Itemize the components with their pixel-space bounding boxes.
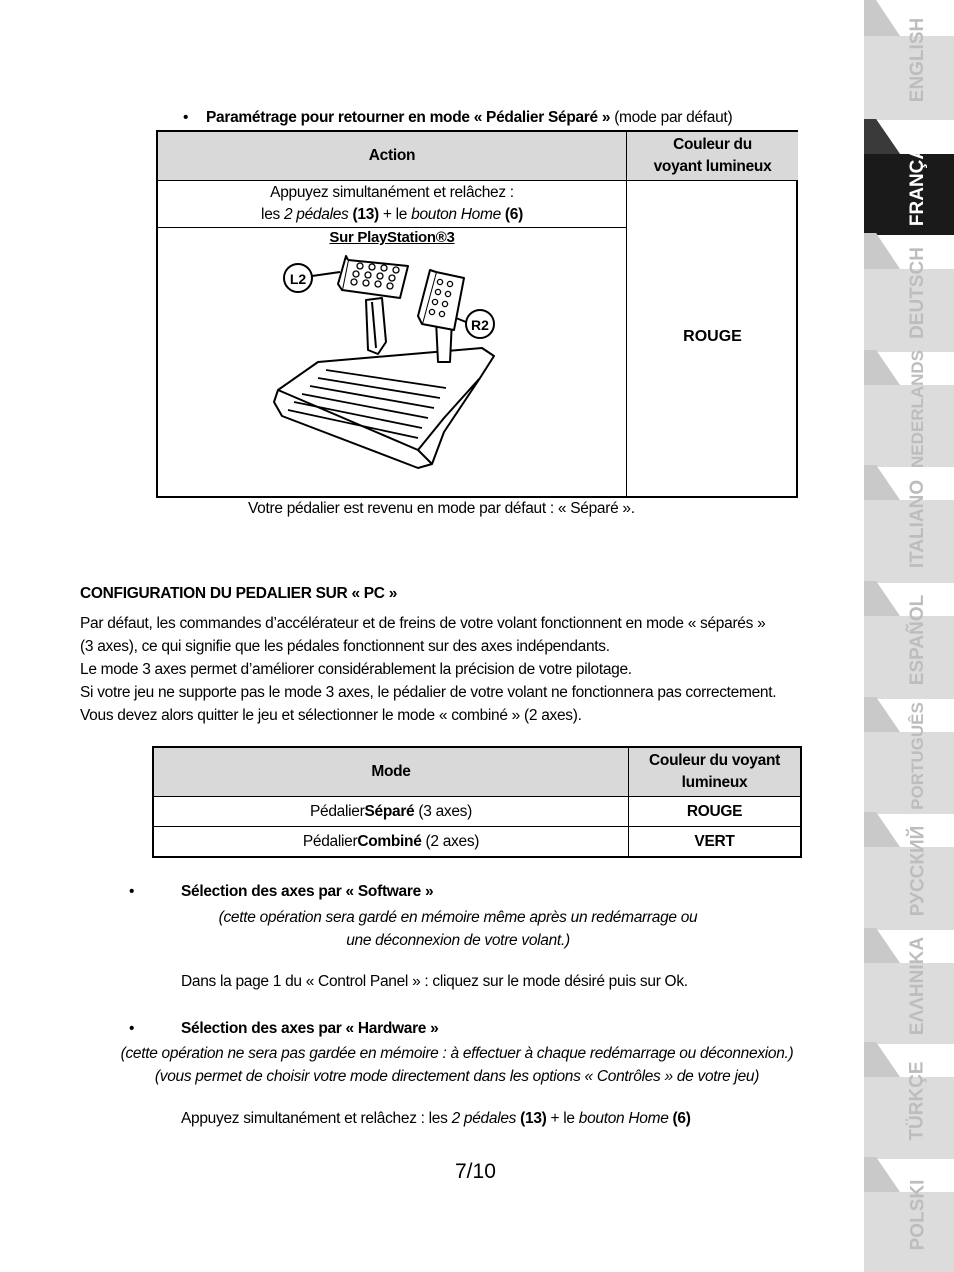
language-tab-label: DEUTSCH xyxy=(907,246,928,339)
section1-bullet-normal: (mode par défaut) xyxy=(610,109,733,126)
table-header-mode: Mode xyxy=(154,748,628,796)
language-tab-ελληνικα[interactable] xyxy=(864,928,954,1044)
language-tab-français[interactable] xyxy=(864,119,954,235)
table-header-action: Action xyxy=(158,132,626,181)
software-instruction: Dans la page 1 du « Control Panel » : cliquez sur le mode désiré puis sur Ok. xyxy=(181,973,688,990)
pc-config-paragraph: Par défaut, les commandes d’accélérateur et de freins de votre volant fonctionnent en mode « séparés » (3 axes), ce qui signifie que les pédales fonctionnent sur des axes indépendants. Le mode 3 axes permet d’améliorer considérablement la précision de votre pilotage. Si votre jeu ne supporte pas le mode 3 axes, le pédalier de votre volant ne fonctionnera pas correctement. Vous devez alors quitter le jeu et sélectionner le mode « combiné » (2 axes). xyxy=(80,615,777,724)
label-r2: R2 xyxy=(471,317,489,333)
led-color-rouge: ROUGE xyxy=(683,328,742,345)
led-color-vert: VERT xyxy=(694,832,735,850)
language-tab-português[interactable] xyxy=(864,697,954,814)
software-note: (cette opération sera gardé en mémoire même après un redémarrage ou une déconnexion de votre volant.) xyxy=(218,909,698,949)
language-tab-label: NEDERLANDS xyxy=(908,349,927,468)
playstation-heading: Sur PlayStation®3 xyxy=(329,229,455,246)
language-tab-label: ENGLISH xyxy=(907,17,929,103)
pedal-reset-table xyxy=(156,130,798,498)
language-tab-english[interactable] xyxy=(864,0,954,120)
bullet-marker: • xyxy=(183,109,189,126)
default-mode-caption: Votre pédalier est revenu en mode par défaut : « Séparé ». xyxy=(248,500,635,517)
language-tab-label: РУССКИЙ xyxy=(907,825,928,917)
pedal-illustration xyxy=(268,250,508,472)
language-tab-label: ΕΛΛΗΝΙΚΑ xyxy=(907,936,928,1036)
section1-bullet xyxy=(206,109,732,127)
bullet-marker: • xyxy=(129,1020,135,1037)
language-tab-deutsch[interactable] xyxy=(864,233,954,352)
table-cell-action-instruction: Appuyez simultanément et relâchez : les 2 pédales (13) + le bouton Home (6) xyxy=(261,184,523,223)
table-row: Pédalier Combiné (2 axes) xyxy=(302,832,480,850)
language-tab-türkçe[interactable] xyxy=(864,1042,954,1159)
language-tab-русский[interactable] xyxy=(864,812,954,930)
hardware-instruction: Appuyez simultanément et relâchez : les 2 pédales (13) + le bouton Home (6) xyxy=(181,1110,691,1127)
language-tab-polski[interactable] xyxy=(864,1157,954,1272)
table-header-color: Couleur du voyant lumineux xyxy=(627,132,798,181)
table-header-color: Couleur du voyant lumineux xyxy=(629,748,800,796)
software-heading: Sélection des axes par « Software » xyxy=(181,883,434,900)
language-tab-label: TÜRKÇE xyxy=(907,1060,929,1141)
language-tab-label: ESPAÑOL xyxy=(907,594,928,686)
language-tab-nederlands[interactable] xyxy=(864,350,954,467)
language-tab-label: ITALIANO xyxy=(907,479,928,569)
pc-config-heading: CONFIGURATION DU PEDALIER SUR « PC » xyxy=(80,585,398,602)
hardware-heading: Sélection des axes par « Hardware » xyxy=(181,1020,439,1037)
language-tab-italiano[interactable] xyxy=(864,465,954,583)
hardware-note: (cette opération ne sera pas gardée en mémoire : à effectuer à chaque redémarrage ou déconnexion.) (vous permet de choisir votre mode directement dans les options « Contrôles » de votre jeu) xyxy=(120,1045,794,1085)
table-row: Pédalier Séparé (3 axes) xyxy=(310,802,472,820)
bullet-marker: • xyxy=(129,883,135,900)
label-l2: L2 xyxy=(289,271,307,287)
led-color-rouge: ROUGE xyxy=(686,802,743,820)
language-tab-label: POLSKI xyxy=(907,1179,929,1250)
page-number: 7/10 xyxy=(455,1160,496,1183)
language-tab-label: PORTUGUÊS xyxy=(908,701,927,810)
section1-bullet-bold: Paramétrage pour retourner en mode « Pédalier Séparé » xyxy=(206,109,611,126)
language-tab-label: FRANÇAIS xyxy=(907,127,929,227)
mode-table xyxy=(152,746,802,858)
language-tab-español[interactable] xyxy=(864,581,954,699)
